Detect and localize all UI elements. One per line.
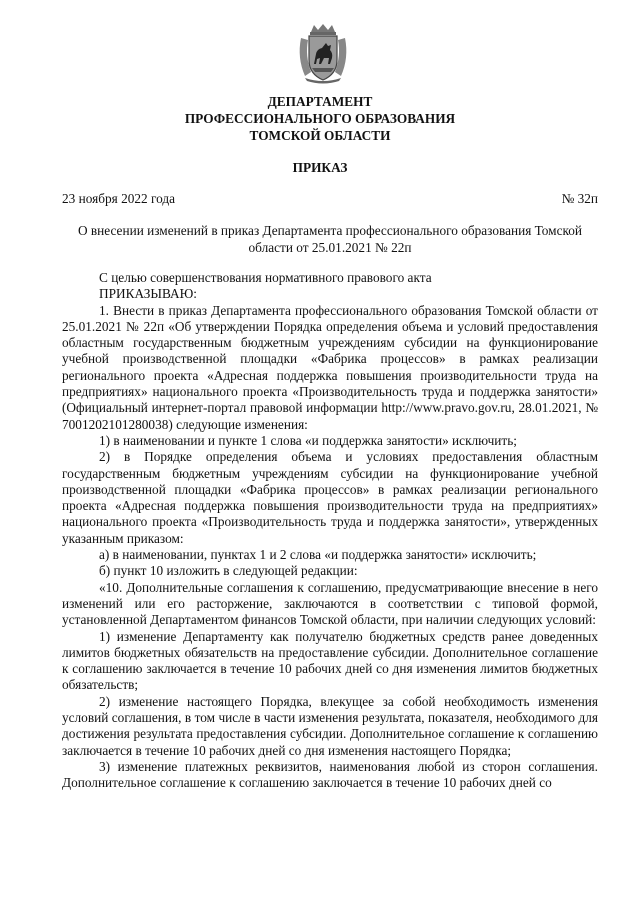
department-name-line-2: ПРОФЕССИОНАЛЬНОГО ОБРАЗОВАНИЯ (184, 111, 456, 126)
point-10-condition-3: 3) изменение платежных реквизитов, наименования любой из сторон соглашения. Дополнительное соглашение к соглашению заключается в течение 10 рабочих дней со (62, 758, 598, 791)
point-10-condition-2: 2) изменение настоящего Порядка, влекущее за собой необходимость изменения условий соглашения, в том числе в части изменения результата, показателя, необходимого для достижения результата предоставления субсидии. Дополнительное соглашение к соглашению заключается в течение 10 рабочих дней со дня изменения настоящего Порядка; (62, 693, 598, 758)
order-directive: ПРИКАЗЫВАЮ: (99, 286, 197, 302)
order-date: 23 ноября 2022 года (62, 191, 176, 206)
preamble-paragraph: С целью совершенствования нормативного правового акта (99, 270, 432, 285)
document-type-title: ПРИКАЗ (292, 160, 348, 175)
department-name-line-1: ДЕПАРТАМЕНТ (267, 94, 373, 109)
department-name (0, 93, 640, 144)
order-body (62, 270, 598, 792)
clause-1-item-2a: а) в наименовании, пунктах 1 и 2 слова «и поддержка занятости» исключить; (99, 547, 537, 563)
clause-1-paragraph: 1. Внести в приказ Департамента профессионального образования Томской области от 25.01.2021 № 22п «Об утверждении Порядка определения объема и условий предоставления областным государственным бюджетным учреждениям субсидии на функционирование учебной производственной площадки «Фабрика процессов» в рамках реализации регионального проекта «Адресная поддержка повышения производительности труда на предприятиях» национального проекта «Производительность труда и поддержка занятости» (Официальный интернет-портал правовой информации http://www.pravo.gov.ru, 28.01.2021, № 7001202101280038) следующие изменения: (62, 302, 598, 432)
point-10-paragraph: «10. Дополнительные соглашения к соглашению, предусматривающие внесение в него изменений или его расторжение, заключаются в соответствии с типовой формой, установленной Департаментом финансов Томской области, при наличии следующих условий: (62, 579, 598, 628)
clause-1-item-1: 1) в наименовании и пункте 1 слова «и поддержка занятости» исключить; (99, 432, 517, 448)
order-subject: О внесении изменений в приказ Департамента профессионального образования Томской области от 25.01.2021 № 22п (77, 223, 583, 255)
clause-1-item-2: 2) в Порядке определения объема и условиях предоставления областным государственным бюджетным учреждениям субсидии на функционирование учебной производственной площадки «Фабрика процессов» в рамках реализации регионального проекта «Адресная поддержка повышения производительности труда на предприятиях» национального проекта «Производительность труда и поддержка занятости», утвержденных указанным приказом: (62, 449, 598, 546)
clause-1-item-2b: б) пункт 10 изложить в следующей редакции: (99, 563, 358, 579)
point-10-condition-1: 1) изменение Департаменту как получателю бюджетных средств ранее доведенных лимитов бюджетных обязательств на предоставление субсидии. Дополнительное соглашение к соглашению заключается в течение 10 рабочих дней со дня изменения лимитов бюджетных обязательств; (62, 628, 598, 693)
order-number: № 32п (561, 191, 598, 206)
department-name-line-3: ТОМСКОЙ ОБЛАСТИ (249, 128, 391, 143)
tomsk-region-coat-of-arms-icon (295, 22, 351, 84)
